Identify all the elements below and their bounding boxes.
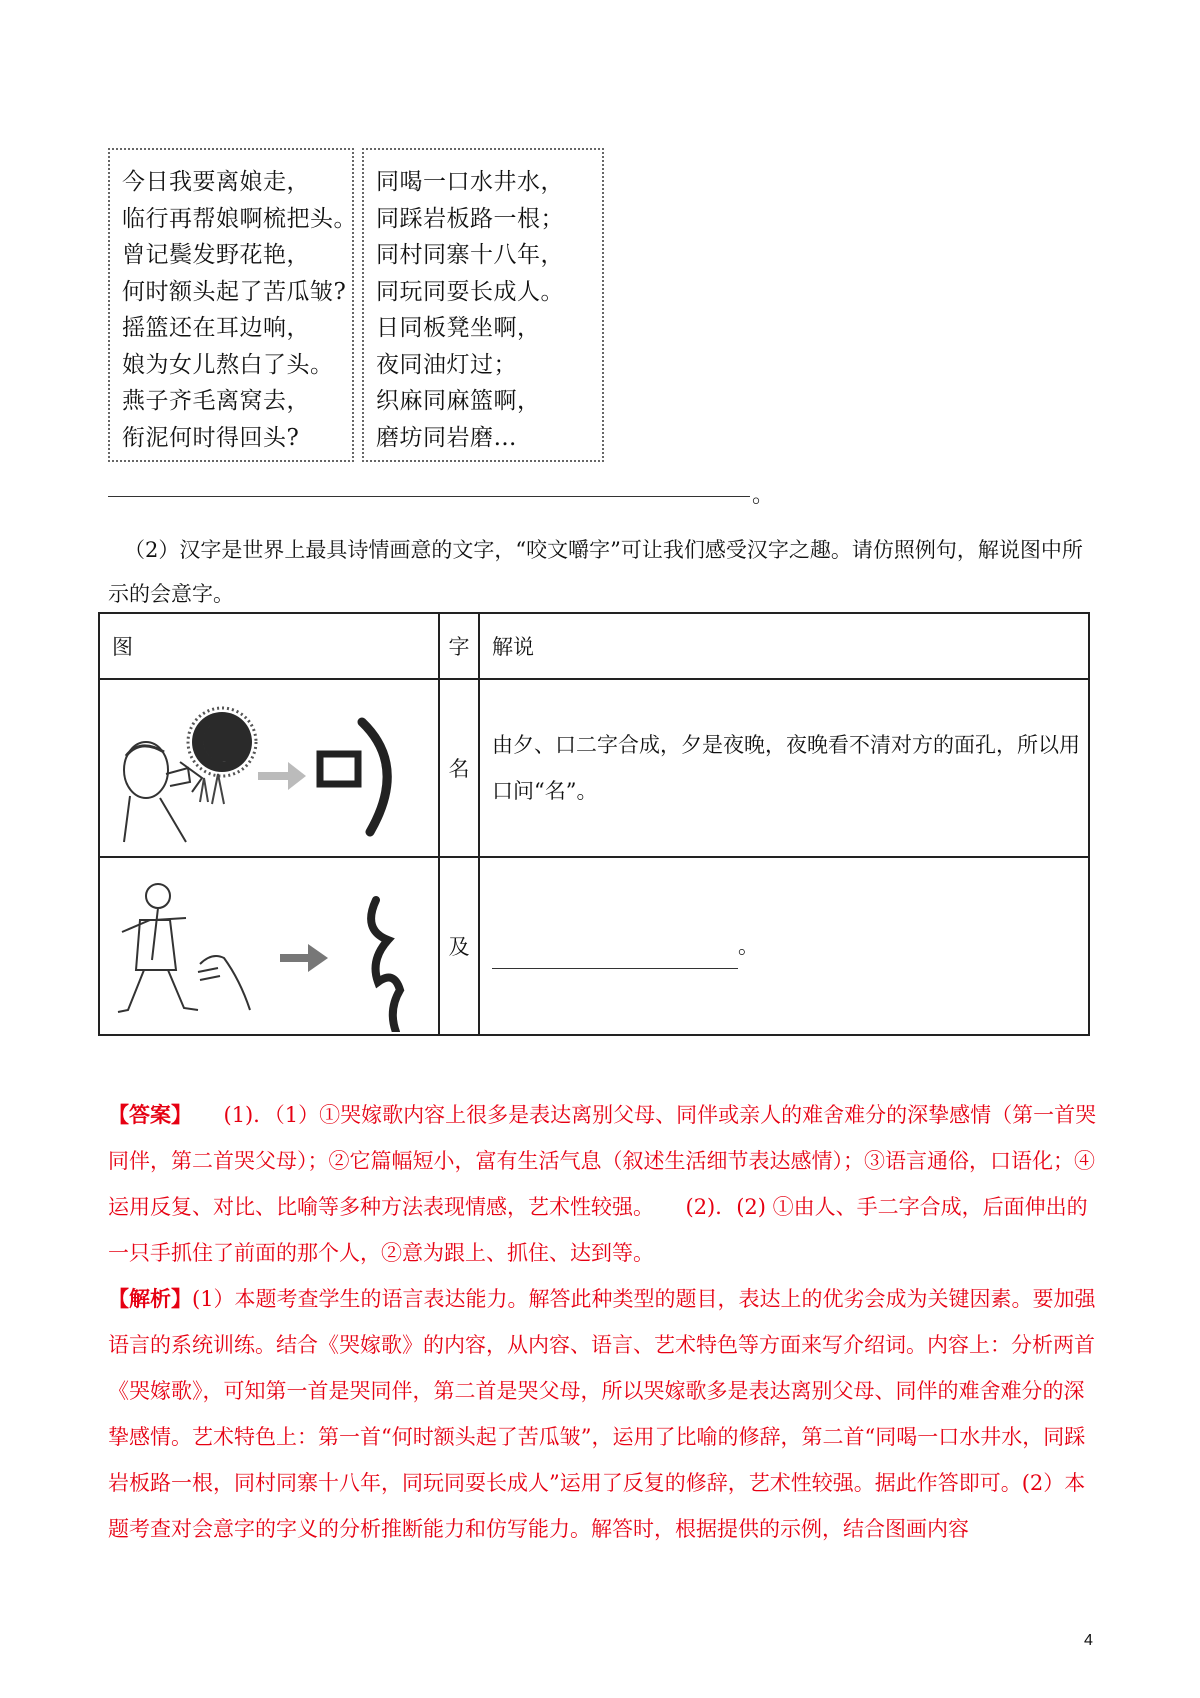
poem-line: 何时额头起了苦瓜皱?: [122, 278, 347, 305]
header-explanation: 解说: [479, 613, 1089, 679]
poem-line: 同喝一口水井水，: [376, 169, 564, 195]
illustration-ming: [99, 679, 439, 857]
explanation-ji: 。: [738, 934, 759, 958]
poem-line: 同村同寨十八年，: [376, 242, 564, 268]
poem-line: 日同板凳坐啊，: [376, 315, 541, 341]
answer-tag: 【答案】: [108, 1102, 182, 1127]
poem-line: 今日我要离娘走，: [122, 169, 310, 195]
question-2-text: （2）汉字是世界上最具诗情画意的文字，“咬文嚼字”可让我们感受汉字之趣。请仿照例句，解说图中所示的会意字。: [108, 538, 1083, 606]
analysis-text: (1）本题考查学生的语言表达能力。解答此种类型的题目，表达上的优劣会成为关键因素。要加强语言的系统训练。结合《哭嫁歌》的内容，从内容、语言、艺术特色等方面来写介绍词。内容上：分析两首《哭嫁歌》，可知第一首是哭同伴，第二首是哭父母，所以哭嫁歌多是表达离别父母、同伴的难舍难分的深挚感情。艺术特色上：第一首“何时额头起了苦瓜皱”，运用了比喻的修辞，第二首“同喝一口水井水，同踩岩板路一根，同村同寨十八年，同玩同耍长成人”运用了反复的修辞，艺术性较强。据此作答即可。(2）本题考查对会意字的字义的分析推断能力和仿写能力。解答时，根据提供的示例，结合图画内容: [108, 1287, 1096, 1541]
hand-grabbing-person-illustration: [100, 860, 424, 1032]
answer-section: [108, 1092, 1098, 1552]
man-calling-at-night-illustration: [100, 682, 424, 854]
poem-line: 磨坊同岩磨…: [376, 424, 517, 451]
poem-box-left: [108, 148, 357, 462]
explanation-ji-cell: [479, 857, 1089, 1035]
explanation-blank-line[interactable]: [492, 944, 738, 969]
illustration-ji: [99, 857, 439, 1035]
explanation-ming: 由夕、口二字合成，夕是夜晚，夜晚看不清对方的面孔，所以用口问“名”。: [479, 679, 1089, 857]
analysis-tag: 【解析】: [108, 1286, 192, 1311]
character-ji: 及: [439, 857, 479, 1035]
poem-line: 同玩同耍长成人。: [376, 278, 564, 305]
header-picture: 图: [99, 613, 439, 679]
character-table: [98, 612, 1090, 1036]
table-row: [99, 857, 1089, 1035]
poem-line: 娘为女儿熬白了头。: [122, 351, 334, 378]
poem-box-right: [362, 148, 604, 462]
table-row: [99, 679, 1089, 857]
page-number: 4: [1084, 1632, 1093, 1649]
table-header-row: [99, 613, 1089, 679]
poem-line: 夜同油灯过；: [376, 351, 517, 378]
poem-line: 衔泥何时得回头?: [122, 424, 300, 451]
character-ming: 名: [439, 679, 479, 857]
answer-blank-line[interactable]: [108, 496, 750, 497]
blank-end-mark: 。: [752, 483, 775, 508]
header-character: 字: [439, 613, 479, 679]
poem-line: 同踩岩板路一根；: [376, 205, 564, 232]
poem-line: 织麻同麻篮啊，: [376, 388, 541, 414]
poem-line: 摇篮还在耳边响，: [122, 315, 310, 341]
answer-text: (1)．（1）①哭嫁歌内容上很多是表达离别父母、同伴或亲人的难舍难分的深挚感情（第一首哭同伴，第二首哭父母）；②它篇幅短小，富有生活气息（叙述生活细节表达感情）；③语言通俗，口语化；④运用反复、对比、比喻等多种方法表现情感，艺术性较强。 (2)．(2) ①由人、手二字合成，后面伸出的一只手抓住了前面的那个人，②意为跟上、抓住、达到等。: [108, 1103, 1097, 1265]
poem-line: 燕子齐毛离窝去，: [122, 388, 310, 414]
poem-line: 临行再帮娘啊梳把头。: [122, 205, 357, 232]
poem-line: 曾记鬓发野花艳，: [122, 242, 310, 268]
